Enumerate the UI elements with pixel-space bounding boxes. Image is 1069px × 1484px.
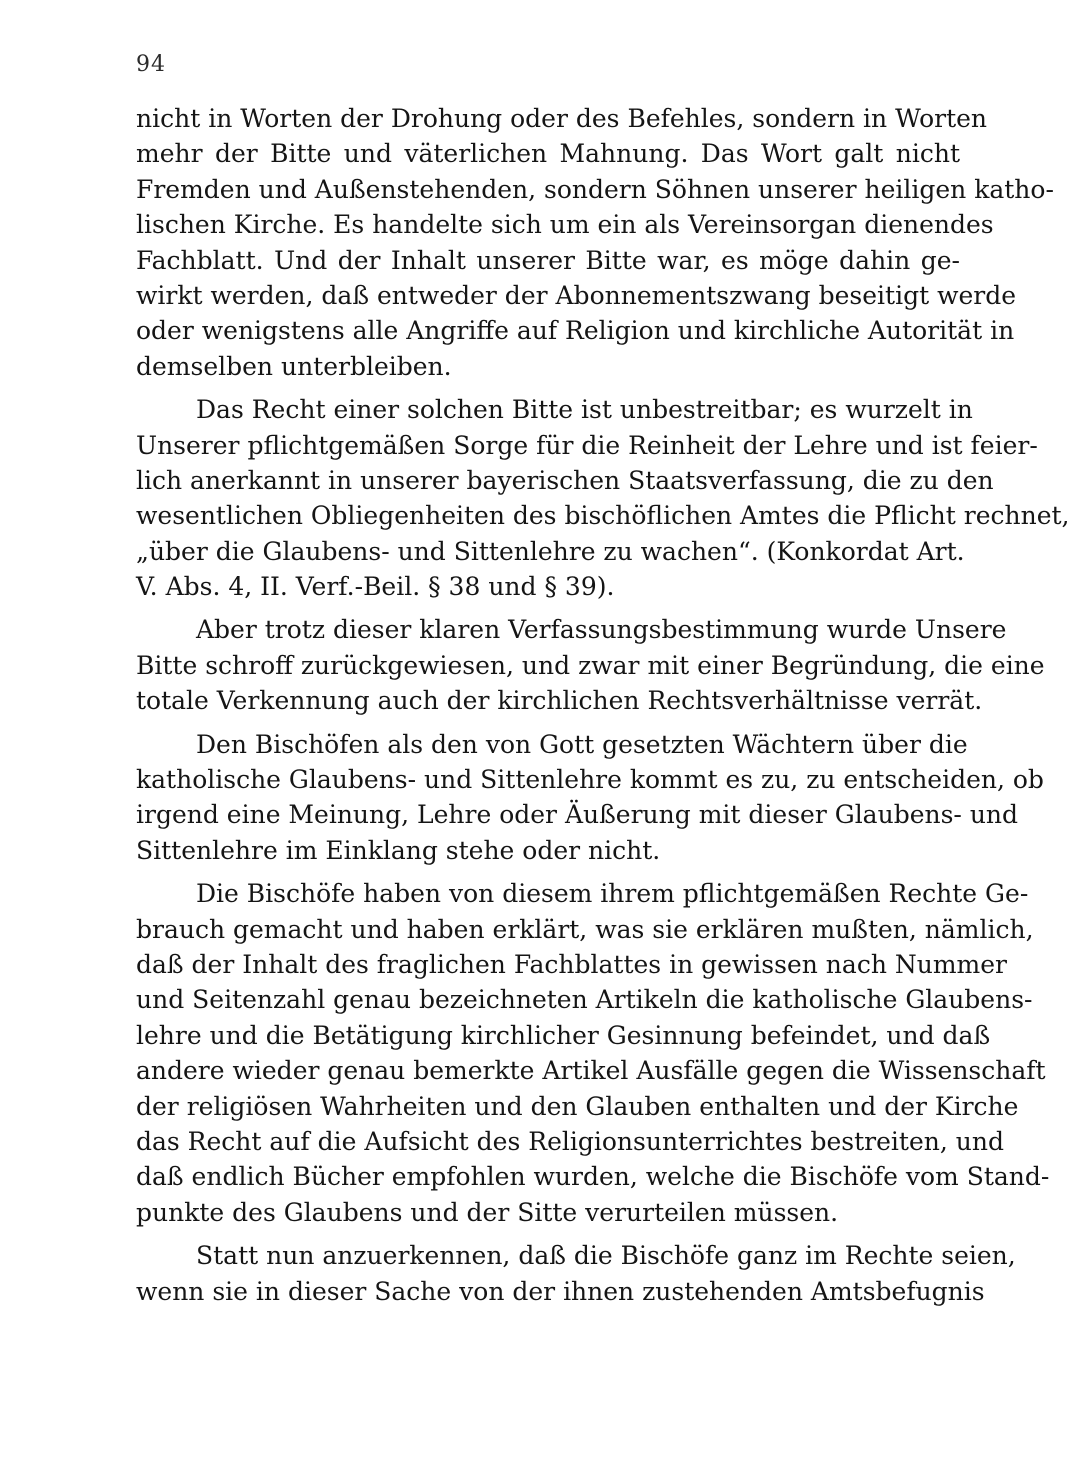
paragraph-gap: [136, 604, 960, 612]
paragraph-gap: [136, 719, 960, 727]
text-line: nicht in Worten der Drohung oder des Befehles, sondern in Worten: [136, 104, 988, 133]
text-line: wirkt werden, daß entweder der Abonnementszwang beseitigt werde: [136, 280, 1017, 310]
text-line: Die Bischöfe haben von diesem ihrem pflichtgemäßen Rechte Ge-: [196, 879, 1029, 909]
text-line: Das Recht einer solchen Bitte ist unbestreitbar; es wurzelt in: [196, 395, 973, 425]
text-line: wenn sie in dieser Sache von der ihnen zustehenden Amtsbefugnis: [136, 1276, 985, 1306]
text-line: katholische Glaubens- und Sittenlehre kommt es zu, zu entscheiden, ob: [136, 765, 1044, 795]
paragraph-gap: [136, 384, 960, 392]
text-line: und Seitenzahl genau bezeichneten Artikeln die katholische Glaubens-: [136, 985, 1033, 1015]
text-line: Unserer pflichtgemäßen Sorge für die Reinheit der Lehre und ist feier-: [136, 430, 1038, 460]
text-line: wesentlichen Obliegenheiten des bischöflichen Amtes die Pflicht rechnet,: [136, 501, 1069, 531]
text-line: daß der Inhalt des fraglichen Fachblattes in gewissen nach Nummer: [136, 949, 1007, 979]
text-line: punkte des Glaubens und der Sitte verurteilen müssen.: [136, 1197, 839, 1227]
text-line: irgend eine Meinung, Lehre oder Äußerung mit dieser Glaubens- und: [136, 800, 1019, 830]
text-line: Fachblatt. Und der Inhalt unserer Bitte war, es möge dahin ge-: [136, 245, 960, 275]
text-line: oder wenigstens alle Angriffe auf Religion und kirchliche Autorität in: [136, 316, 1015, 346]
page-number: 94: [136, 52, 166, 77]
text-line: Sittenlehre im Einklang stehe oder nicht.: [136, 835, 661, 865]
text-line: mehr der Bitte und väterlichen Mahnung. Das Wort galt nicht: [136, 139, 960, 169]
text-line: daß endlich Bücher empfohlen wurden, welche die Bischöfe vom Stand-: [136, 1162, 1050, 1192]
text-line: totale Verkennung auch der kirchlichen Rechtsverhältnisse verrät.: [136, 686, 983, 716]
text-line: Aber trotz dieser klaren Verfassungsbestimmung wurde Unsere: [196, 615, 1007, 645]
text-line: andere wieder genau bemerkte Artikel Ausfälle gegen die Wissenschaft: [136, 1056, 1046, 1086]
text-line: Statt nun anzuerkennen, daß die Bischöfe ganz im Rechte seien,: [196, 1241, 1016, 1271]
text-line: Fremden und Außenstehenden, sondern Söhnen unserer heiligen katho-: [136, 174, 1054, 204]
text-line: demselben unterbleiben.: [136, 351, 452, 381]
text-line: lich anerkannt in unserer bayerischen Staatsverfassung, die zu den: [136, 465, 994, 495]
text-line: der religiösen Wahrheiten und den Glauben enthalten und der Kirche: [136, 1091, 1019, 1121]
paragraph-gap: [136, 868, 960, 876]
text-line: V. Abs. 4, II. Verf.-Beil. § 38 und § 39).: [136, 572, 615, 602]
text-line: brauch gemacht und haben erklärt, was sie erklären mußten, nämlich,: [136, 914, 1034, 944]
text-line: „über die Glaubens- und Sittenlehre zu wachen“. (Konkordat Art.: [136, 536, 965, 566]
body-text: [136, 101, 1069, 1309]
text-line: lehre und die Betätigung kirchlicher Gesinnung befeindet, und daß: [136, 1020, 991, 1050]
text-line: das Recht auf die Aufsicht des Religionsunterrichtes bestreiten, und: [136, 1126, 1004, 1156]
paragraph-gap: [136, 1230, 960, 1238]
text-line: Den Bischöfen als den von Gott gesetzten Wächtern über die: [196, 729, 968, 759]
text-line: lischen Kirche. Es handelte sich um ein als Vereinsorgan dienendes: [136, 210, 994, 240]
text-line: Bitte schroff zurückgewiesen, und zwar mit einer Begründung, die eine: [136, 650, 1045, 680]
